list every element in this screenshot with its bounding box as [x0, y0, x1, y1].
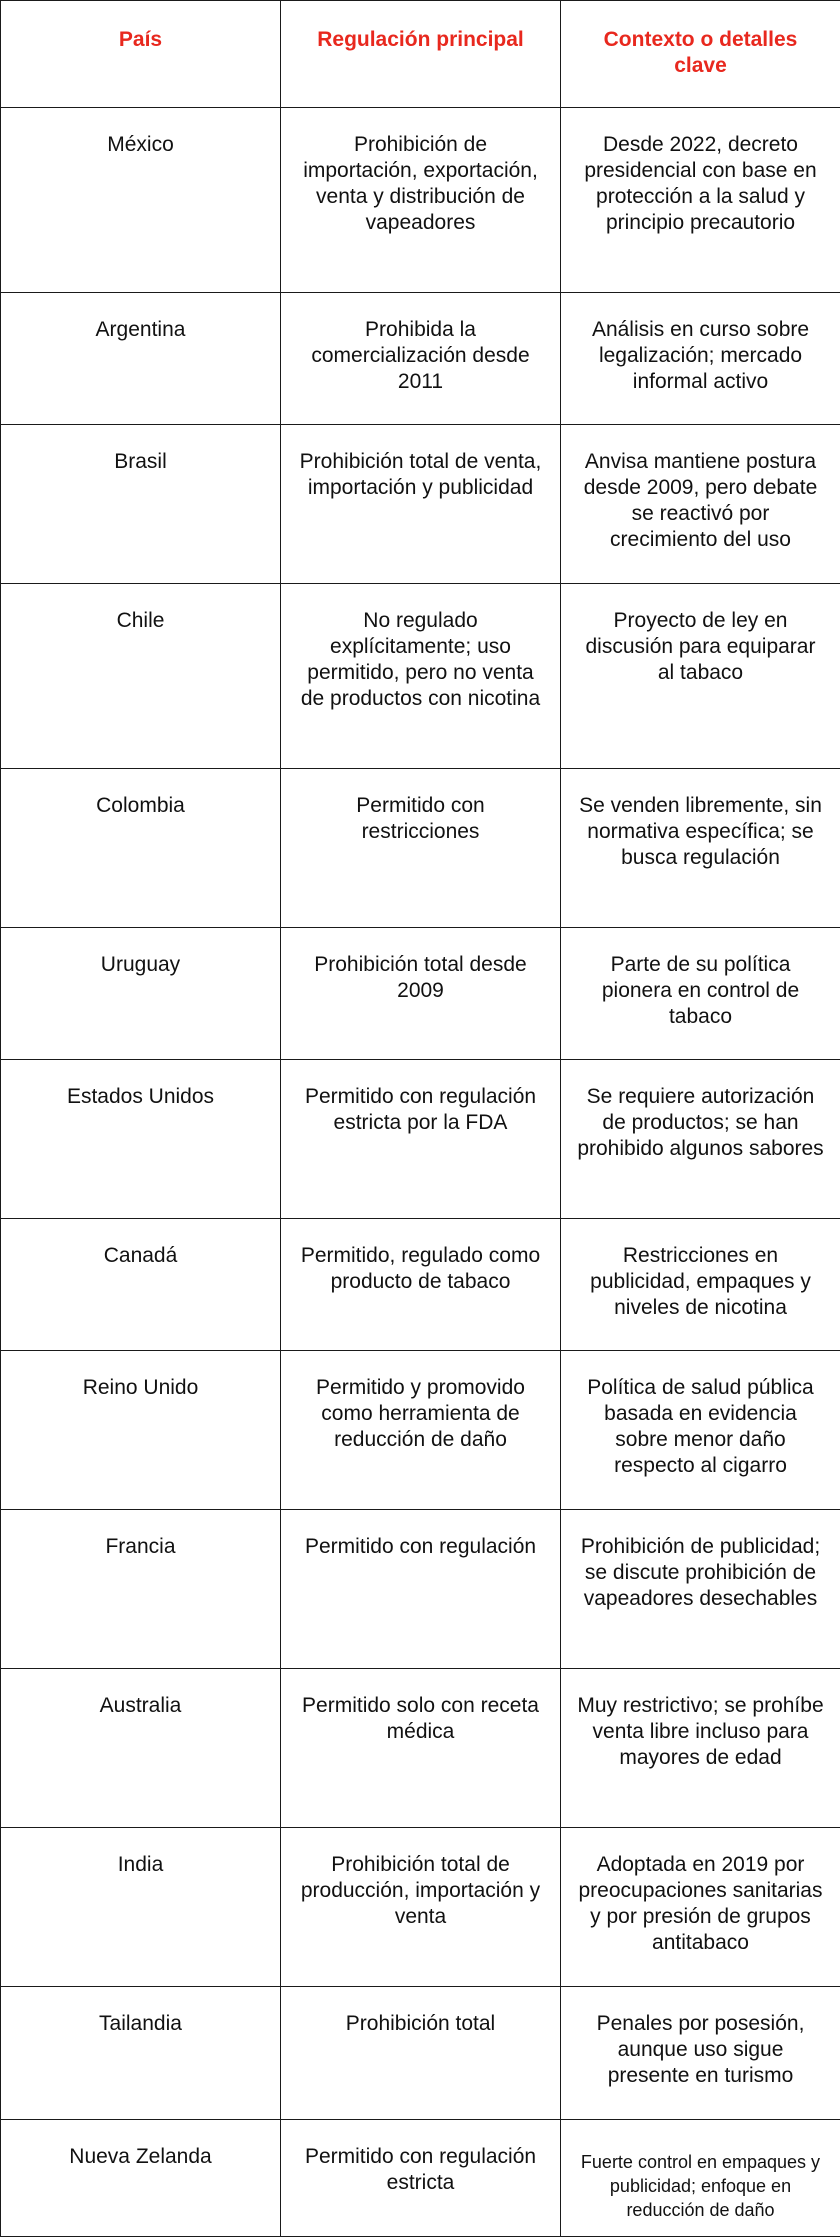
- cell-regulation: Permitido, regulado como producto de tabaco: [281, 1219, 561, 1351]
- cell-regulation: Permitido con regulación: [281, 1510, 561, 1669]
- cell-country: Canadá: [1, 1219, 281, 1351]
- cell-country: Colombia: [1, 769, 281, 928]
- cell-context: Desde 2022, decreto presidencial con base en protección a la salud y principio precautorio: [561, 108, 840, 293]
- cell-country: Tailandia: [1, 1987, 281, 2120]
- table-row: [1, 769, 840, 928]
- table-row: [1, 584, 840, 769]
- cell-context: Análisis en curso sobre legalización; mercado informal activo: [561, 293, 840, 425]
- cell-context: Se venden libremente, sin normativa específica; se busca regulación: [561, 769, 840, 928]
- header-country: País: [1, 1, 281, 108]
- cell-regulation: Permitido con restricciones: [281, 769, 561, 928]
- cell-context: Fuerte control en empaques y publicidad; enfoque en reducción de daño: [561, 2120, 840, 2237]
- cell-context: Política de salud pública basada en evidencia sobre menor daño respecto al cigarro: [561, 1351, 840, 1510]
- table-header: [1, 1, 840, 108]
- table-row: [1, 1828, 840, 1987]
- cell-country: Reino Unido: [1, 1351, 281, 1510]
- cell-country: India: [1, 1828, 281, 1987]
- table-row: [1, 108, 840, 293]
- table-row: [1, 293, 840, 425]
- header-row: [1, 1, 840, 108]
- cell-context: Muy restrictivo; se prohíbe venta libre incluso para mayores de edad: [561, 1669, 840, 1828]
- cell-country: Argentina: [1, 293, 281, 425]
- cell-country: Nueva Zelanda: [1, 2120, 281, 2237]
- cell-country: Estados Unidos: [1, 1060, 281, 1219]
- table-row: [1, 1669, 840, 1828]
- table-body: [1, 108, 840, 2237]
- cell-regulation: Prohibida la comercialización desde 2011: [281, 293, 561, 425]
- cell-regulation: Permitido solo con receta médica: [281, 1669, 561, 1828]
- cell-regulation: Permitido y promovido como herramienta de reducción de daño: [281, 1351, 561, 1510]
- header-context: Contexto o detalles clave: [561, 1, 840, 108]
- cell-regulation: Permitido con regulación estricta: [281, 2120, 561, 2237]
- header-regulation: Regulación principal: [281, 1, 561, 108]
- table-row: [1, 1219, 840, 1351]
- cell-regulation: Permitido con regulación estricta por la FDA: [281, 1060, 561, 1219]
- cell-context: Penales por posesión, aunque uso sigue presente en turismo: [561, 1987, 840, 2120]
- cell-regulation: Prohibición total de venta, importación y publicidad: [281, 425, 561, 584]
- cell-context: Adoptada en 2019 por preocupaciones sanitarias y por presión de grupos antitabaco: [561, 1828, 840, 1987]
- cell-context: Prohibición de publicidad; se discute prohibición de vapeadores desechables: [561, 1510, 840, 1669]
- table-row: [1, 1351, 840, 1510]
- cell-regulation: Prohibición total de producción, importación y venta: [281, 1828, 561, 1987]
- cell-country: Brasil: [1, 425, 281, 584]
- cell-country: Australia: [1, 1669, 281, 1828]
- cell-country: Chile: [1, 584, 281, 769]
- cell-regulation: Prohibición de importación, exportación, venta y distribución de vapeadores: [281, 108, 561, 293]
- cell-regulation: Prohibición total: [281, 1987, 561, 2120]
- table-row: [1, 2120, 840, 2237]
- cell-regulation: Prohibición total desde 2009: [281, 928, 561, 1060]
- cell-context: Proyecto de ley en discusión para equiparar al tabaco: [561, 584, 840, 769]
- cell-context: Parte de su política pionera en control de tabaco: [561, 928, 840, 1060]
- cell-regulation: No regulado explícitamente; uso permitido, pero no venta de productos con nicotina: [281, 584, 561, 769]
- cell-context: Se requiere autorización de productos; se han prohibido algunos sabores: [561, 1060, 840, 1219]
- table-row: [1, 928, 840, 1060]
- table-row: [1, 425, 840, 584]
- cell-context: Restricciones en publicidad, empaques y niveles de nicotina: [561, 1219, 840, 1351]
- cell-country: Uruguay: [1, 928, 281, 1060]
- table-row: [1, 1510, 840, 1669]
- cell-context: Anvisa mantiene postura desde 2009, pero debate se reactivó por crecimiento del uso: [561, 425, 840, 584]
- table-row: [1, 1060, 840, 1219]
- cell-country: México: [1, 108, 281, 293]
- cell-country: Francia: [1, 1510, 281, 1669]
- table-row: [1, 1987, 840, 2120]
